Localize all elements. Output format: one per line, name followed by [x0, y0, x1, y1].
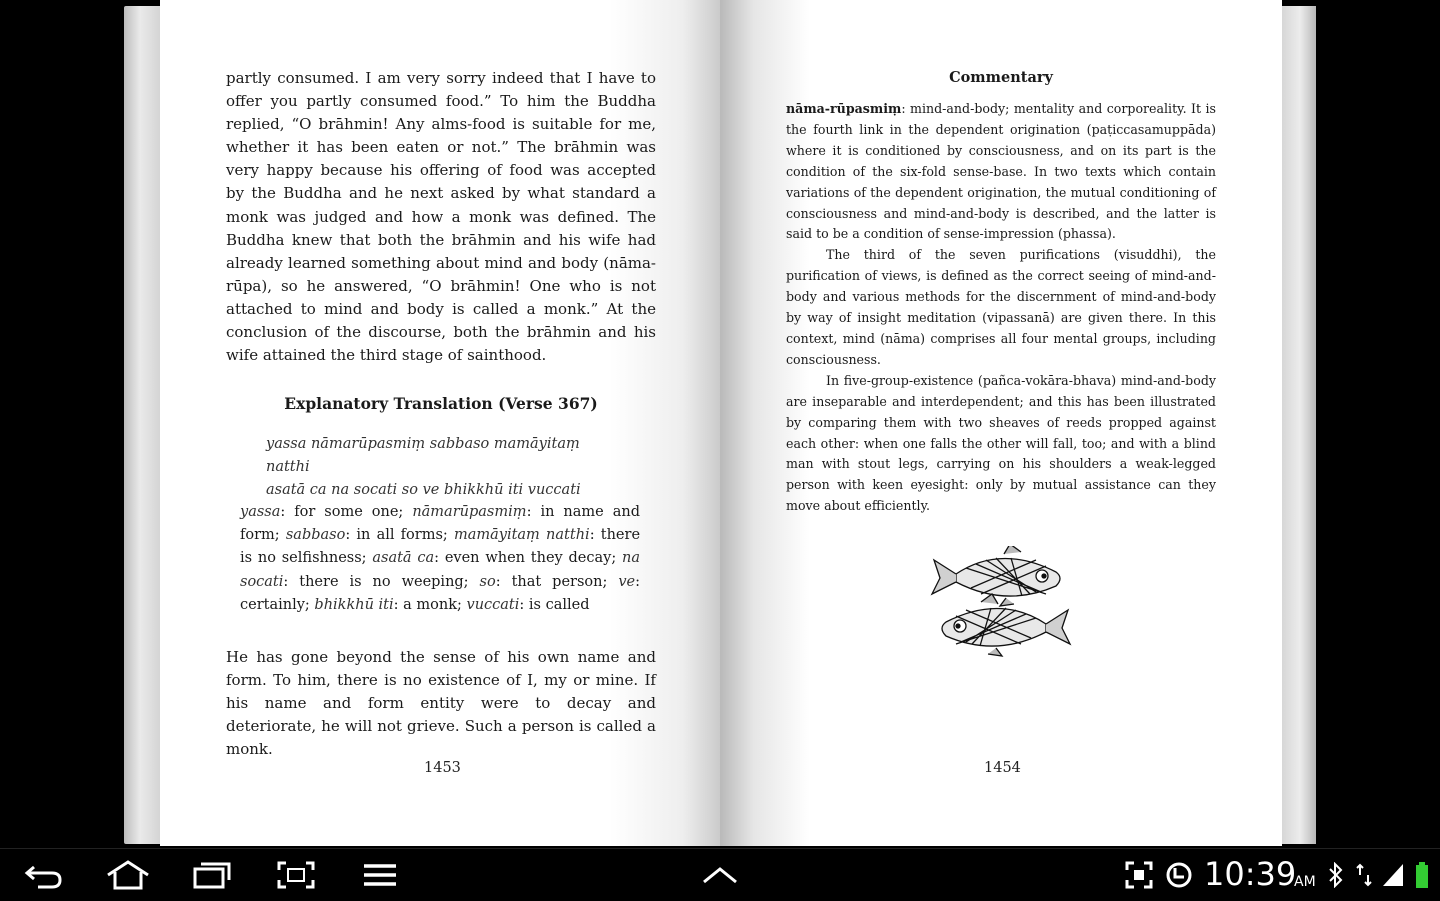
system-navigation-bar: [0, 848, 1440, 901]
back-icon[interactable]: [22, 859, 66, 891]
gloss-term: ve: [618, 573, 636, 590]
gloss-term: bhikkhū iti: [314, 596, 394, 613]
gloss-meaning: that person;: [511, 573, 608, 590]
word-gloss: yassa: for some one; nāmarūpasmiṃ: in name and form; sabbaso: in all forms; mamāyitaṃ natthi: there is no selfishness; asatā ca: even when they decay; na socati: there is no weeping; so: that person; ve: certainly; bhikkhū iti: a monk; vuccati: is called: [240, 504, 641, 613]
fish-illustration: [926, 546, 1076, 666]
gloss-term: yassa: [240, 504, 281, 520]
data-sync-icon: [1164, 859, 1194, 891]
gloss-meaning: certainly;: [240, 596, 310, 613]
commentary-paragraph-1: [786, 99, 1216, 245]
signal-icon: [1380, 859, 1406, 891]
recent-apps-icon[interactable]: [190, 859, 234, 891]
verse-text: [266, 433, 626, 502]
commentary-term: nāma-rūpasmiṃ: [786, 101, 902, 116]
gloss-term: so: [479, 573, 496, 590]
network-icon: [1354, 859, 1374, 891]
screenshot-icon[interactable]: [274, 859, 318, 891]
home-icon[interactable]: [104, 859, 152, 891]
gloss-term: mamāyitaṃ natthi: [453, 527, 590, 544]
commentary-paragraph-2: The third of the seven purifications (visuddhi), the purification of views, is defined as the correct seeing of mind-and-body and various methods for the discernment of mind-and-body by way of insight meditation (vipassanā) are given there. In this context, mind (nāma) comprises all four mental groups, including consciousness.: [786, 247, 1216, 367]
commentary-paragraph-1-text: : mind-and-body; mentality and corporeality. It is the fourth link in the dependent origination (paṭiccasamuppāda) where it is conditioned by consciousness, and on its part is the condition of the six-fold sense-base. In two texts which contain variations of the dependent origination, the mutual conditioning of consciousness and mind-and-body is described, and the latter is said to be a condition of sense-impression (phassa).: [786, 101, 1216, 242]
gloss-term: sabbaso: [285, 527, 346, 544]
battery-icon: [1412, 859, 1432, 891]
fish-upper: [932, 546, 1060, 606]
right-page[interactable]: [720, 0, 1282, 846]
gloss-meaning: for some one;: [294, 504, 404, 520]
gloss-term: nāmarūpasmiṃ: [412, 504, 527, 520]
right-page-number: 1454: [984, 760, 1021, 776]
status-clock: 10:39: [1204, 855, 1297, 893]
gloss-term: asatā ca: [372, 550, 435, 567]
gloss-meaning: a monk;: [403, 596, 462, 613]
commentary-paragraph-3: In five-group-existence (pañca-vokāra-bhava) mind-and-body are inseparable and interdependent; and this has been illustrated by comparing them with two sheaves of reeds propped against each other: when one falls the other will fall, too; and with a blind man with stout legs, carrying on his shoulders a weak-legged person with keen eyesight: only by mutual assistance can they move about efficiently.: [786, 372, 1216, 514]
right-page-stack-edge: [1276, 6, 1316, 844]
verse-line-1: yassa nāmarūpasmiṃ sabbaso mamāyitaṃ natthi: [266, 436, 580, 475]
left-page[interactable]: [160, 0, 722, 846]
left-page-paragraph-1: partly consumed. I am very sorry indeed that I have to offer you partly consumed food.” To him the Buddha replied, “O brāhmin! Any alms-food is suitable for me, whether it has been eaten or not.” The brāhmin was very happy because his offering of food was accepted by the Buddha and he next asked by what standard a monk was judged and how a monk was defined. The Buddha knew that both the brāhmin and his wife had already learned something about mind and body (nāma-rūpa), so he answered, “O brāhmin! One who is not attached to mind and body is called a monk.” At the conclusion of the discourse, both the brāhmin and his wife attained the third stage of sainthood.: [226, 69, 656, 365]
commentary-body: [786, 99, 1216, 517]
status-ampm: AM: [1294, 874, 1316, 890]
gloss-meaning: in name and form;: [240, 504, 640, 544]
verse-line-2: asatā ca na socati so ve bhikkhū iti vuccati: [266, 482, 581, 498]
fullscreen-icon[interactable]: [1124, 859, 1154, 891]
gloss-meaning: there is no weeping;: [299, 573, 469, 590]
left-page-heading: Explanatory Translation (Verse 367): [284, 394, 598, 413]
gloss-meaning: even when they decay;: [444, 550, 617, 567]
menu-icon[interactable]: [360, 859, 400, 891]
gloss-meaning: there is no selfishness;: [240, 527, 641, 567]
chevron-up-icon[interactable]: [700, 859, 740, 891]
gloss-term: vuccati: [466, 596, 520, 613]
gloss-meaning: is called: [528, 596, 590, 613]
gloss-term: na socati: [240, 550, 641, 590]
left-page-number: 1453: [424, 760, 461, 776]
gloss-meaning: in all forms;: [356, 527, 448, 544]
bluetooth-icon: [1326, 859, 1346, 891]
left-page-paragraph-2: He has gone beyond the sense of his own name and form. To him, there is no existence of I, my or mine. If his name and form entity were to decay and deteriorate, he will not grieve. Such a person is called a monk.: [226, 648, 656, 759]
left-page-stack-edge: [124, 6, 164, 844]
right-page-heading: Commentary: [949, 69, 1053, 86]
